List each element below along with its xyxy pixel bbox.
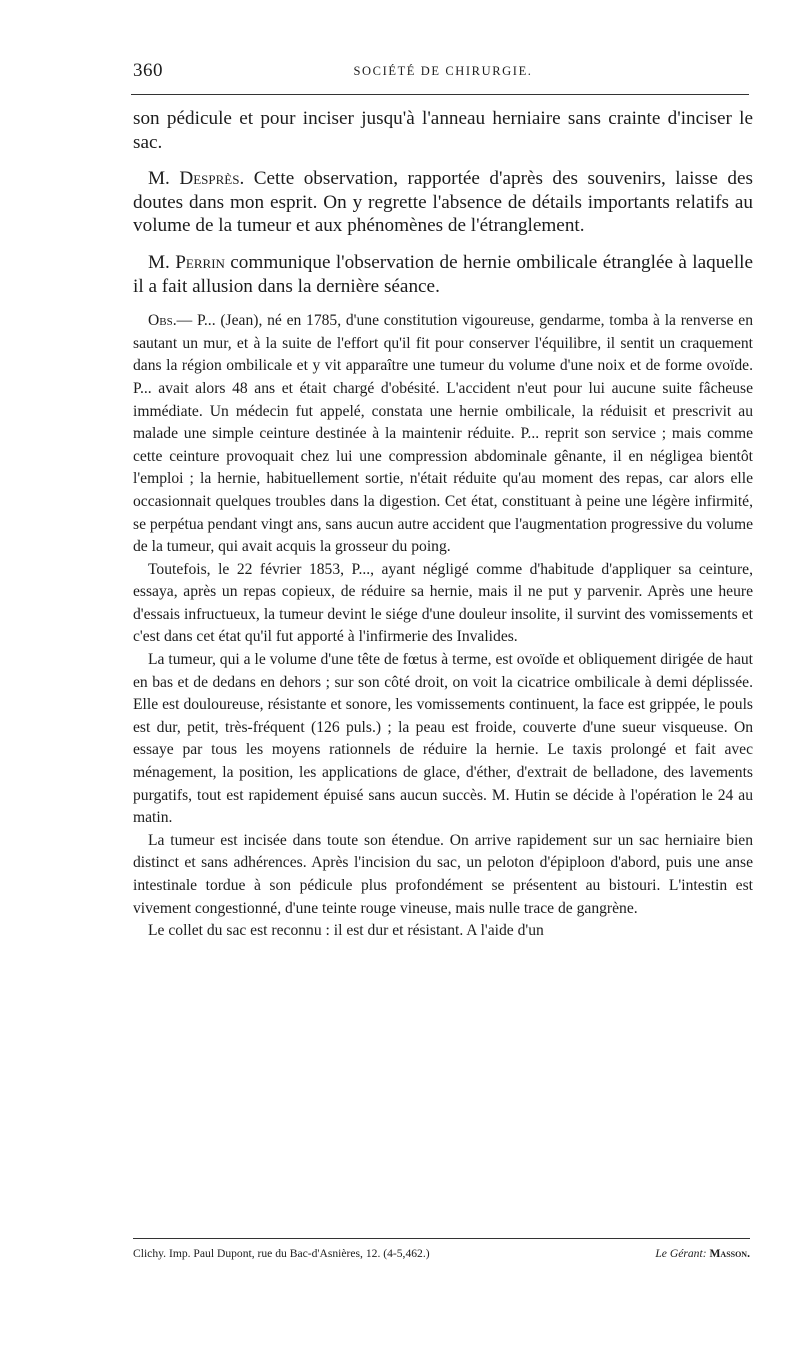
page-number: 360 bbox=[133, 60, 163, 81]
observation-label: Obs. bbox=[148, 312, 177, 330]
running-title: SOCIÉTÉ DE CHIRURGIE. bbox=[353, 64, 533, 78]
speaker-name-perrin: Perrin bbox=[175, 251, 225, 273]
footer-rule bbox=[133, 1238, 750, 1239]
gerant-line bbox=[655, 1247, 750, 1260]
page bbox=[133, 58, 753, 943]
gerant-name: Masson. bbox=[709, 1247, 750, 1260]
speaker-name-despres: Desprès bbox=[179, 168, 240, 190]
paragraph-continuation: son pédicule et pour inciser jusqu'à l'anneau herniaire sans crainte d'inciser le sac. bbox=[133, 108, 753, 153]
observation-text: — P... (Jean), né en 1785, d'une constitution vigoureuse, gendarme, tomba à la renverse en sautant un mur, et à la suite de l'effort qu'il fit pour conserver l'équilibre, il sentit un craquement dans la région ombilicale et y vit apparaître une tumeur du volume d'une noix et de forme ovoïde. P... avait alors 48 ans et était chargé d'obésité. L'accident n'eut pour lui aucune suite fâcheuse immédiate. Un médecin fut appelé, constata une hernie ombilicale, la réduisit et prescrivit au malade une simple ceinture destinée à la maintenir réduite. P... reprit son service ; mais comme cette ceinture provoquait chez lui une compression abdominale gênante, il en négligea bientôt l'emploi ; la hernie, habituellement sortie, n'était réduite qu'au moment des repas, car alors elle occasionnait quelques troubles dans la digestion. Cet état, constituant à peine une légère infirmité, se perpétua pendant vingt ans, sans aucun autre accident que l'augmentation progressive du volume de la tumeur, qui avait acquis la grosseur du poing. bbox=[133, 312, 753, 556]
paragraph-tumeur: La tumeur, qui a le volume d'une tête de fœtus à terme, est ovoïde et obliquement dirigée de haut en bas et de dedans en dehors ; sur son côté droit, on voit la cicatrice ombilicale à demi déplissée. Elle est douloureuse, résistante et sonore, les vomissements continuent, la face est grippée, le pouls est dur, petit, très-fréquent (126 puls.) ; la peau est froide, couverte d'une sueur visqueuse. On essaye par tous les moyens rationnels de réduire la hernie. Le taxis prolongé et fait avec ménagement, la position, les applications de glace, d'éther, d'extrait de belladone, des lavements purgatifs, tout est rapidement épuisé sans aucun succès. M. Hutin se décide à l'opération le 24 au matin. bbox=[133, 651, 753, 827]
gerant-label: Le Gérant: bbox=[655, 1247, 707, 1260]
paragraph-perrin bbox=[133, 251, 753, 298]
speaker-prefix: M. bbox=[148, 251, 176, 273]
page-footer bbox=[133, 1247, 750, 1267]
paragraph-collet: Le collet du sac est reconnu : il est dur et résistant. A l'aide d'un bbox=[148, 922, 544, 940]
paragraph-despres bbox=[133, 167, 753, 238]
header-rule bbox=[131, 94, 749, 95]
paragraph-text: communique l'observation de hernie ombilicale étranglée à laquelle il a fait allusion dans la dernière séance. bbox=[133, 251, 753, 297]
paragraph-toutefois: Toutefois, le 22 février 1853, P..., ayant négligé comme d'habitude d'appliquer sa ceinture, essaya, après un repas copieux, de réduire sa hernie, mais il ne put y parvenir. Après une heure d'essais infructueux, la tumeur devint le siége d'une douleur insolite, il survint des vomissements et c'est dans cet état qu'il fut apporté à l'infirmerie des Invalides. bbox=[133, 560, 753, 646]
page-header bbox=[133, 58, 753, 88]
observation-paragraph bbox=[133, 310, 753, 559]
paragraph-incision: La tumeur est incisée dans toute son étendue. On arrive rapidement sur un sac herniaire bien distinct et sans adhérences. Après l'incision du sac, un peloton d'épiploon d'abord, puis une anse intestinale tordue à son pédicule plus profondément se présentent au bistouri. L'intestin est vivement congestionné, d'une teinte rouge vineuse, mais nulle trace de gangrène. bbox=[133, 831, 753, 917]
paragraph-text: . Cette observation, rapportée d'après des souvenirs, laisse des doutes dans mon esprit. On y regrette l'absence de détails importants relatifs au volume de la tumeur et aux phénomènes de l'étranglement. bbox=[133, 168, 753, 237]
printer-imprint: Clichy. Imp. Paul Dupont, rue du Bac-d'Asnières, 12. (4-5,462.) bbox=[133, 1247, 430, 1260]
speaker-prefix: M. bbox=[148, 168, 180, 190]
